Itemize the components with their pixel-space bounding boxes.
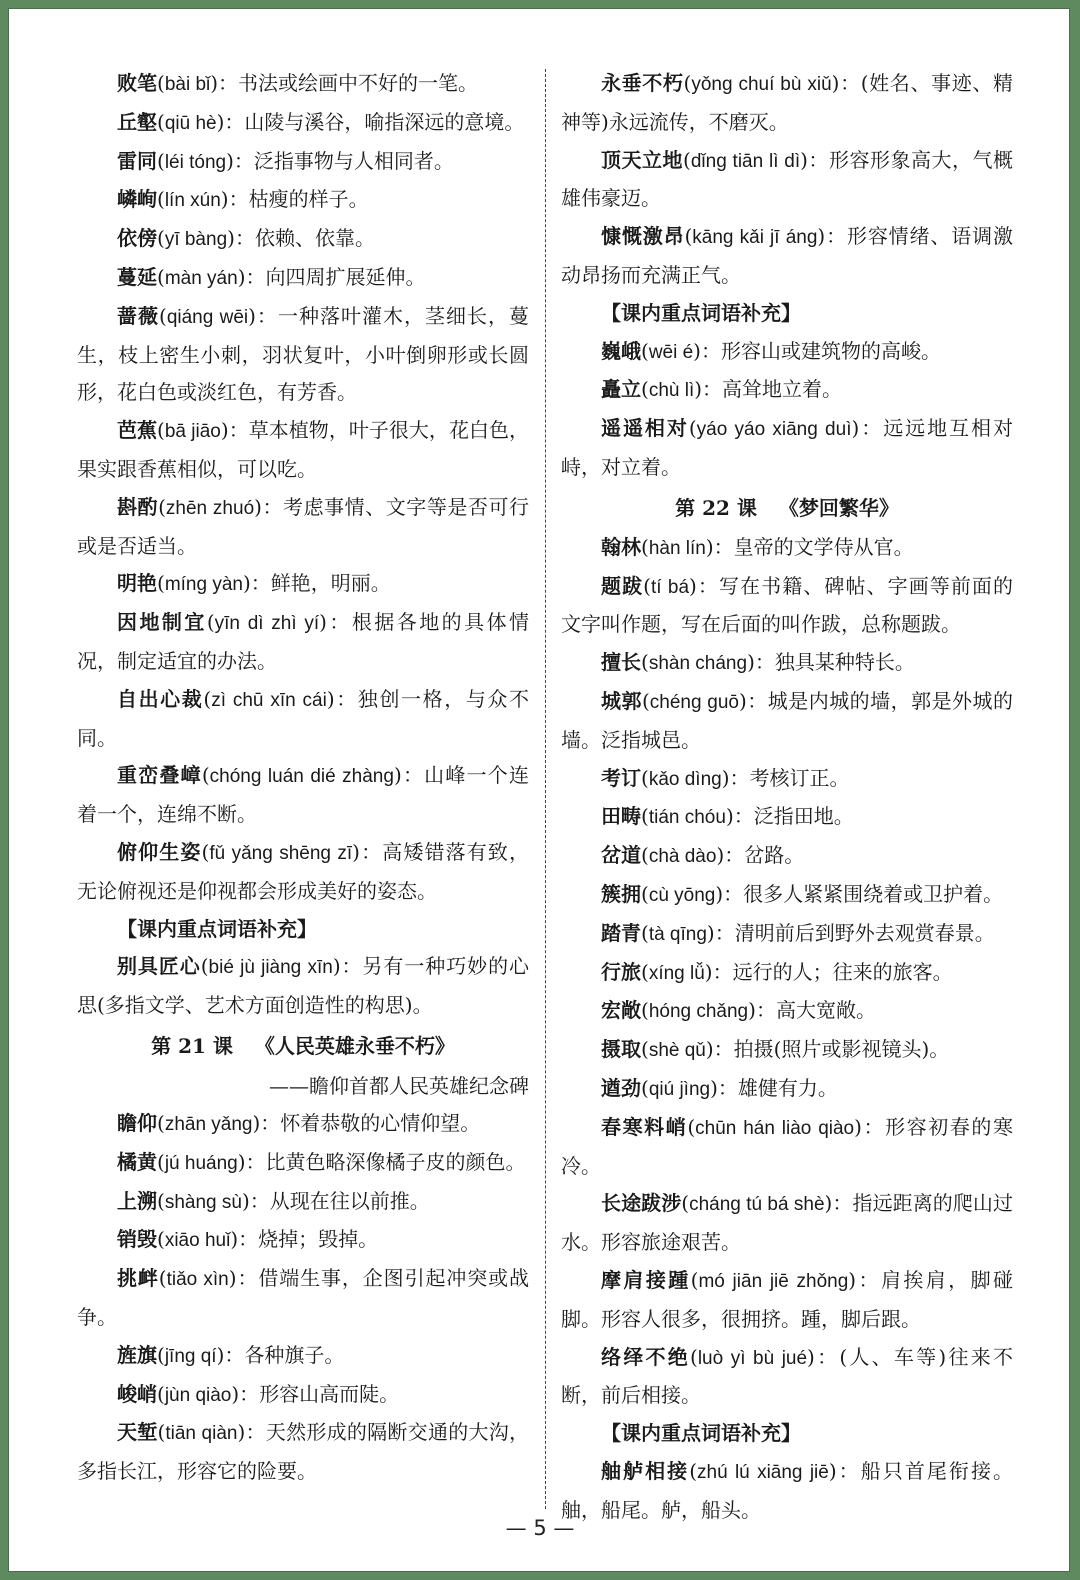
- headword: 擅长: [601, 650, 641, 675]
- headword: 别具匠心: [117, 954, 201, 979]
- pinyin: fǔ yǎng shēng zī: [209, 842, 353, 864]
- vocab-entry: 上溯(shàng sù)：从现在往以前推。: [117, 1188, 430, 1213]
- column-divider: [545, 69, 546, 1509]
- vocab-entry: 败笔(bài bǐ)：书法或绘画中不好的一笔。: [117, 71, 479, 95]
- definition: 形容情绪、语调激动昂扬而充满正气。: [561, 224, 1014, 287]
- pinyin: míng yàn: [164, 574, 243, 596]
- lesson-title: 《梦回繁华》: [778, 495, 899, 520]
- pinyin: chūn hán liào qiào: [695, 1117, 855, 1139]
- vocab-entry: 慷慨激昂(kāng kǎi jī áng)：形容情绪、语调激动昂扬而充满正气。: [561, 224, 1014, 287]
- vocab-entry: 自出心裁(zì chū xīn cái)：独创一格，与众不同。: [77, 686, 530, 750]
- headword: 遥遥相对: [601, 416, 689, 441]
- headword: 芭蕉: [117, 418, 158, 443]
- pinyin: bā jiāo: [164, 421, 221, 443]
- lesson-heading: [77, 1025, 529, 1067]
- definition: 拍摄(照片或影视镜头)。: [733, 1037, 950, 1062]
- left-column: [77, 65, 529, 1491]
- pinyin: tián chóu: [648, 807, 726, 829]
- definition: 考虑事情、文字等是否可行或是否适当。: [77, 494, 530, 558]
- vocab-entry: 旌旗(jīng qí)：各种旗子。: [117, 1342, 345, 1367]
- definition: 山峰一个连着一个，连绵不断。: [77, 763, 530, 827]
- definition: 独创一格，与众不同。: [77, 686, 530, 750]
- pinyin: qiáng wēi: [166, 306, 249, 328]
- vocab-entry: 岔道(chà dào)：岔路。: [601, 843, 805, 868]
- vocab-entry: 俯仰生姿(fǔ yǎng shēng zī)：高矮错落有致，无论俯视还是仰视都会形成美好的姿态。: [77, 839, 530, 903]
- headword: 自出心裁: [117, 686, 204, 711]
- headword: 慷慨激昂: [601, 224, 685, 249]
- pinyin: qiū hè: [164, 112, 217, 134]
- definition: 高大宽敞。: [775, 998, 876, 1023]
- vocab-entry: 蔓延(màn yán)：向四周扩展延伸。: [117, 264, 426, 289]
- pinyin: zì chū xīn cái: [211, 689, 327, 711]
- headword: 巍峨: [601, 338, 641, 363]
- pinyin: tà qīng: [648, 923, 707, 945]
- vocab-entry: 峻峭(jùn qiào)：形容山高而陡。: [117, 1381, 400, 1406]
- vocab-entry: 城郭(chéng guō)：城是内城的墙，郭是外城的墙。泛指城邑。: [561, 688, 1014, 752]
- definition: 形容形象高大，气概雄伟豪迈。: [561, 147, 1013, 211]
- definition: 雄健有力。: [737, 1075, 838, 1100]
- vocab-entry: 遒劲(qiú jìng)：雄健有力。: [601, 1075, 838, 1100]
- pinyin: tiān qiàn: [165, 1423, 238, 1445]
- pinyin: lín xún: [164, 190, 221, 212]
- headword: 长途跋涉: [601, 1191, 682, 1216]
- definition: 根据各地的具体情况，制定适宜的办法。: [77, 610, 530, 673]
- vocab-entry: 斟酌(zhēn zhuó)：考虑事情、文字等是否可行或是否适当。: [77, 494, 530, 558]
- definition: 一种落叶灌木，茎细长，蔓生，枝上密生小刺，羽状复叶，小叶倒卵形或长圆形，花白色或淡红色，有芳香。: [77, 303, 530, 405]
- pinyin: kǎo dìng: [648, 768, 722, 790]
- headword: 考订: [601, 765, 641, 790]
- definition: 山陵与溪谷，喻指深远的意境。: [244, 109, 525, 134]
- pinyin: chù lì: [648, 380, 695, 402]
- vocab-entry: 考订(kǎo dìng)：考核订正。: [601, 765, 850, 790]
- pinyin: hóng chǎng: [648, 1001, 749, 1023]
- headword: 雷同: [117, 148, 157, 173]
- headword: 挑衅: [117, 1266, 159, 1291]
- lesson-title: 《人民英雄永垂不朽》: [254, 1033, 455, 1058]
- definition: 高矮错落有致，无论俯视还是仰视都会形成美好的姿态。: [77, 839, 530, 903]
- right-column: [561, 65, 1013, 1529]
- headword: 田畴: [601, 804, 641, 829]
- definition: 独具某种特长。: [774, 650, 915, 675]
- definition: 指远距离的爬山过水。形容旅途艰苦。: [561, 1191, 1014, 1255]
- vocab-entry: 瞻仰(zhān yǎng)：怀着恭敬的心情仰望。: [117, 1110, 481, 1135]
- pinyin: shàn cháng: [648, 653, 748, 675]
- definition: 写在书籍、碑帖、字画等前面的文字叫作题，写在后面的叫作跋，总称题跋。: [561, 573, 1014, 637]
- pinyin: tí bá: [650, 576, 690, 598]
- headword: 天堑: [117, 1420, 158, 1445]
- vocab-entry: 遥遥相对(yáo yáo xiāng duì)：远远地互相对峙，对立着。: [561, 416, 1014, 479]
- headword: 明艳: [117, 571, 157, 596]
- headword: 宏敞: [601, 998, 641, 1023]
- vocab-entry: 春寒料峭(chūn hán liào qiào)：形容初春的寒冷。: [561, 1114, 1013, 1178]
- pinyin: mó jiān jiē zhǒng: [698, 1270, 849, 1292]
- vocab-entry: 销毁(xiāo huǐ)：烧掉；毁掉。: [117, 1227, 379, 1252]
- vocab-entry: 题跋(tí bá)：写在书籍、碑帖、字画等前面的文字叫作题，写在后面的叫作跋，总称题跋。: [561, 573, 1014, 637]
- headword: 岔道: [601, 843, 641, 868]
- pinyin: jīng qí: [164, 1345, 217, 1367]
- headword: 络绎不绝: [601, 1344, 691, 1369]
- definition: 肩挨肩，脚碰脚。形容人很多，很拥挤。踵，脚后跟。: [561, 1267, 1014, 1331]
- headword: 簇拥: [601, 881, 641, 906]
- headword: 矗立: [601, 377, 641, 402]
- vocab-entry: 擅长(shàn cháng)：独具某种特长。: [601, 650, 915, 675]
- lesson-heading: [561, 487, 1013, 529]
- headword: 上溯: [117, 1188, 157, 1213]
- headword: 遒劲: [601, 1075, 641, 1100]
- headword: 嶙峋: [117, 187, 157, 212]
- definition: 远远地互相对峙，对立着。: [561, 416, 1014, 479]
- definition: 另有一种巧妙的心思(多指文学、艺术方面创造性的构思)。: [77, 954, 530, 1018]
- definition: 清明前后到野外去观赏春景。: [734, 920, 995, 945]
- vocab-entry: 雷同(léi tóng)：泛指事物与人相同者。: [117, 148, 454, 173]
- headword: 斟酌: [117, 494, 159, 519]
- definition: 草本植物，叶子很大，花白色，果实跟香蕉相似，可以吃。: [77, 418, 530, 481]
- pinyin: wēi é: [648, 341, 694, 363]
- pinyin: zhēn zhuó: [165, 497, 255, 519]
- vocab-entry: 宏敞(hóng chǎng)：高大宽敞。: [601, 998, 876, 1023]
- vocab-entry: 别具匠心(bié jù jiàng xīn)：另有一种巧妙的心思(多指文学、艺术方面创造性的构思)。: [77, 954, 530, 1018]
- pinyin: hàn lín: [648, 537, 706, 559]
- supplement-heading: 【课内重点词语补充】: [117, 916, 317, 941]
- headword: 因地制宜: [117, 610, 207, 635]
- pinyin: xíng lǚ: [648, 962, 705, 984]
- definition: 岔路。: [744, 843, 805, 868]
- definition: 天然形成的隔断交通的大沟，多指长江，形容它的险要。: [77, 1420, 530, 1484]
- vocab-entry: 挑衅(tiǎo xìn)：借端生事，企图引起冲突或战争。: [77, 1266, 530, 1329]
- lesson-number: 第 21 课: [151, 1033, 233, 1058]
- pinyin: luò yì bù jué: [697, 1347, 808, 1369]
- vocab-entry: 嶙峋(lín xún)：枯瘦的样子。: [117, 187, 369, 212]
- pinyin: chà dào: [648, 846, 717, 868]
- pinyin: bài bǐ: [164, 74, 211, 95]
- pinyin: jú huáng: [164, 1152, 238, 1174]
- definition: 考核订正。: [749, 765, 850, 790]
- vocab-entry: 摩肩接踵(mó jiān jiē zhǒng)：肩挨肩，脚碰脚。形容人很多，很拥挤。踵，脚后跟。: [561, 1267, 1014, 1331]
- pinyin: zhān yǎng: [164, 1113, 253, 1135]
- supplement-heading: 【课内重点词语补充】: [601, 1421, 801, 1446]
- vocab-entry: 舳舻相接(zhú lú xiāng jiē)：船只首尾衔接。舳，船尾。舻，船头。: [561, 1458, 1014, 1522]
- vocab-entry: 蔷薇(qiáng wēi)：一种落叶灌木，茎细长，蔓生，枝上密生小刺，羽状复叶，小叶倒卵形或长圆形，花白色或淡红色，有芳香。: [77, 303, 530, 405]
- pinyin: cháng tú bá shè: [689, 1194, 825, 1216]
- pinyin: bié jù jiàng xīn: [208, 957, 333, 979]
- headword: 摩肩接踵: [601, 1267, 691, 1292]
- vocab-entry: 依傍(yī bàng)：依赖、依靠。: [117, 226, 375, 251]
- definition: 书法或绘画中不好的一笔。: [238, 71, 479, 95]
- vocab-entry: 巍峨(wēi é)：形容山或建筑物的高峻。: [601, 338, 941, 363]
- definition: 城是内城的墙，郭是外城的墙。泛指城邑。: [561, 688, 1014, 752]
- definition: 比黄色略深像橘子皮的颜色。: [265, 1149, 526, 1174]
- definition: 借端生事，企图引起冲突或战争。: [77, 1266, 530, 1329]
- headword: 摄取: [601, 1037, 641, 1062]
- definition: 烧掉；毁掉。: [258, 1227, 379, 1252]
- headword: 顶天立地: [601, 147, 684, 172]
- vocab-entry: 丘壑(qiū hè)：山陵与溪谷，喻指深远的意境。: [117, 109, 525, 134]
- definition: 形容初春的寒冷。: [561, 1114, 1013, 1178]
- pinyin: chóng luán dié zhàng: [209, 766, 394, 788]
- headword: 题跋: [601, 573, 644, 598]
- definition: 怀着恭敬的心情仰望。: [280, 1110, 481, 1135]
- headword: 橘黄: [117, 1149, 157, 1174]
- page-number: — 5 —: [505, 1516, 575, 1540]
- vocab-entry: 芭蕉(bā jiāo)：草本植物，叶子很大，花白色，果实跟香蕉相似，可以吃。: [77, 418, 530, 481]
- definition: 依赖、依靠。: [254, 226, 375, 251]
- headword: 永垂不朽: [601, 71, 684, 95]
- definition: 远行的人；往来的旅客。: [732, 959, 953, 984]
- vocab-entry: 络绎不绝(luò yì bù jué)：(人、车等)往来不断，前后相接。: [561, 1344, 1013, 1408]
- vocab-entry: 田畴(tián chóu)：泛指田地。: [601, 804, 854, 829]
- definition: 枯瘦的样子。: [248, 187, 369, 212]
- definition: 很多人紧紧围绕着或卫护着。: [743, 881, 1004, 906]
- pinyin: yǒng chuí bù xiǔ: [691, 74, 832, 95]
- vocab-entry: 天堑(tiān qiàn)：天然形成的隔断交通的大沟，多指长江，形容它的险要。: [77, 1420, 530, 1484]
- page-frame: [8, 8, 1070, 1572]
- definition: 皇帝的文学侍从官。: [733, 534, 914, 559]
- lesson-subtitle: ——瞻仰首都人民英雄纪念碑: [269, 1073, 529, 1098]
- pinyin: màn yán: [164, 267, 238, 289]
- definition: 泛指事物与人相同者。: [253, 148, 454, 173]
- headword: 翰林: [601, 534, 641, 559]
- headword: 春寒料峭: [601, 1114, 688, 1139]
- headword: 城郭: [601, 688, 642, 713]
- pinyin: tiǎo xìn: [166, 1269, 229, 1291]
- pinyin: yáo yáo xiāng duì: [696, 419, 852, 441]
- pinyin: yī bàng: [164, 229, 228, 251]
- supplement-heading: 【课内重点词语补充】: [601, 300, 801, 325]
- definition: 泛指田地。: [753, 804, 854, 829]
- vocab-entry: 矗立(chù lì)：高耸地立着。: [601, 377, 843, 402]
- pinyin: shè qǔ: [648, 1040, 706, 1062]
- headword: 蔓延: [117, 264, 157, 289]
- definition: 形容山或建筑物的高峻。: [720, 338, 941, 363]
- vocab-entry: 簇拥(cù yōng)：很多人紧紧围绕着或卫护着。: [601, 881, 1004, 906]
- vocab-entry: 踏青(tà qīng)：清明前后到野外去观赏春景。: [601, 920, 995, 945]
- headword: 行旅: [601, 959, 641, 984]
- vocab-entry: 因地制宜(yīn dì zhì yí)：根据各地的具体情况，制定适宜的办法。: [77, 610, 530, 673]
- headword: 瞻仰: [117, 1110, 157, 1135]
- pinyin: léi tóng: [164, 151, 227, 173]
- vocab-entry: 重峦叠嶂(chóng luán dié zhàng)：山峰一个连着一个，连绵不断。: [77, 763, 530, 827]
- lesson-number: 第 22 课: [675, 495, 757, 520]
- headword: 依傍: [117, 226, 157, 251]
- headword: 旌旗: [117, 1342, 157, 1367]
- definition: 从现在往以前推。: [269, 1188, 430, 1213]
- definition: 高耸地立着。: [722, 377, 843, 402]
- definition: (人、车等)往来不断，前后相接。: [561, 1344, 1013, 1408]
- pinyin: kāng kǎi jī áng: [692, 227, 818, 249]
- headword: 销毁: [117, 1227, 157, 1252]
- definition: (姓名、事迹、精神等)永远流传，不磨灭。: [561, 71, 1013, 134]
- headword: 重峦叠嶂: [117, 763, 202, 788]
- pinyin: yīn dì zhì yí: [214, 613, 320, 635]
- vocab-entry: 明艳(míng yàn)：鲜艳，明丽。: [117, 571, 391, 596]
- vocab-entry: 橘黄(jú huáng)：比黄色略深像橘子皮的颜色。: [117, 1149, 526, 1174]
- vocab-entry: 永垂不朽(yǒng chuí bù xiǔ)：(姓名、事迹、精神等)永远流传，不磨灭。: [561, 71, 1013, 134]
- definition: 各种旗子。: [244, 1342, 345, 1367]
- vocab-entry: 摄取(shè qǔ)：拍摄(照片或影视镜头)。: [601, 1037, 950, 1062]
- definition: 向四周扩展延伸。: [265, 264, 426, 289]
- definition: 船只首尾衔接。舳，船尾。舻，船头。: [561, 1458, 1014, 1522]
- pinyin: jùn qiào: [164, 1384, 232, 1406]
- headword: 败笔: [117, 71, 157, 95]
- headword: 舳舻相接: [601, 1458, 690, 1483]
- pinyin: cù yōng: [648, 884, 716, 906]
- pinyin: zhú lú xiāng jiē: [697, 1461, 829, 1483]
- headword: 踏青: [601, 920, 641, 945]
- headword: 峻峭: [117, 1381, 157, 1406]
- definition: 鲜艳，明丽。: [270, 571, 391, 596]
- definition: 形容山高而陡。: [259, 1381, 400, 1406]
- pinyin: dǐng tiān lì dì: [690, 150, 801, 172]
- pinyin: xiāo huǐ: [164, 1230, 231, 1252]
- headword: 俯仰生姿: [117, 839, 202, 864]
- headword: 丘壑: [117, 109, 157, 134]
- headword: 蔷薇: [117, 303, 160, 328]
- pinyin: shàng sù: [164, 1191, 242, 1213]
- vocab-entry: 顶天立地(dǐng tiān lì dì)：形容形象高大，气概雄伟豪迈。: [561, 147, 1013, 211]
- pinyin: chéng guō: [649, 691, 739, 713]
- vocab-entry: 长途跋涉(cháng tú bá shè)：指远距离的爬山过水。形容旅途艰苦。: [561, 1191, 1014, 1255]
- vocab-entry: 行旅(xíng lǚ)：远行的人；往来的旅客。: [601, 959, 953, 984]
- vocab-entry: 翰林(hàn lín)：皇帝的文学侍从官。: [601, 534, 914, 559]
- pinyin: qiú jìng: [648, 1078, 711, 1100]
